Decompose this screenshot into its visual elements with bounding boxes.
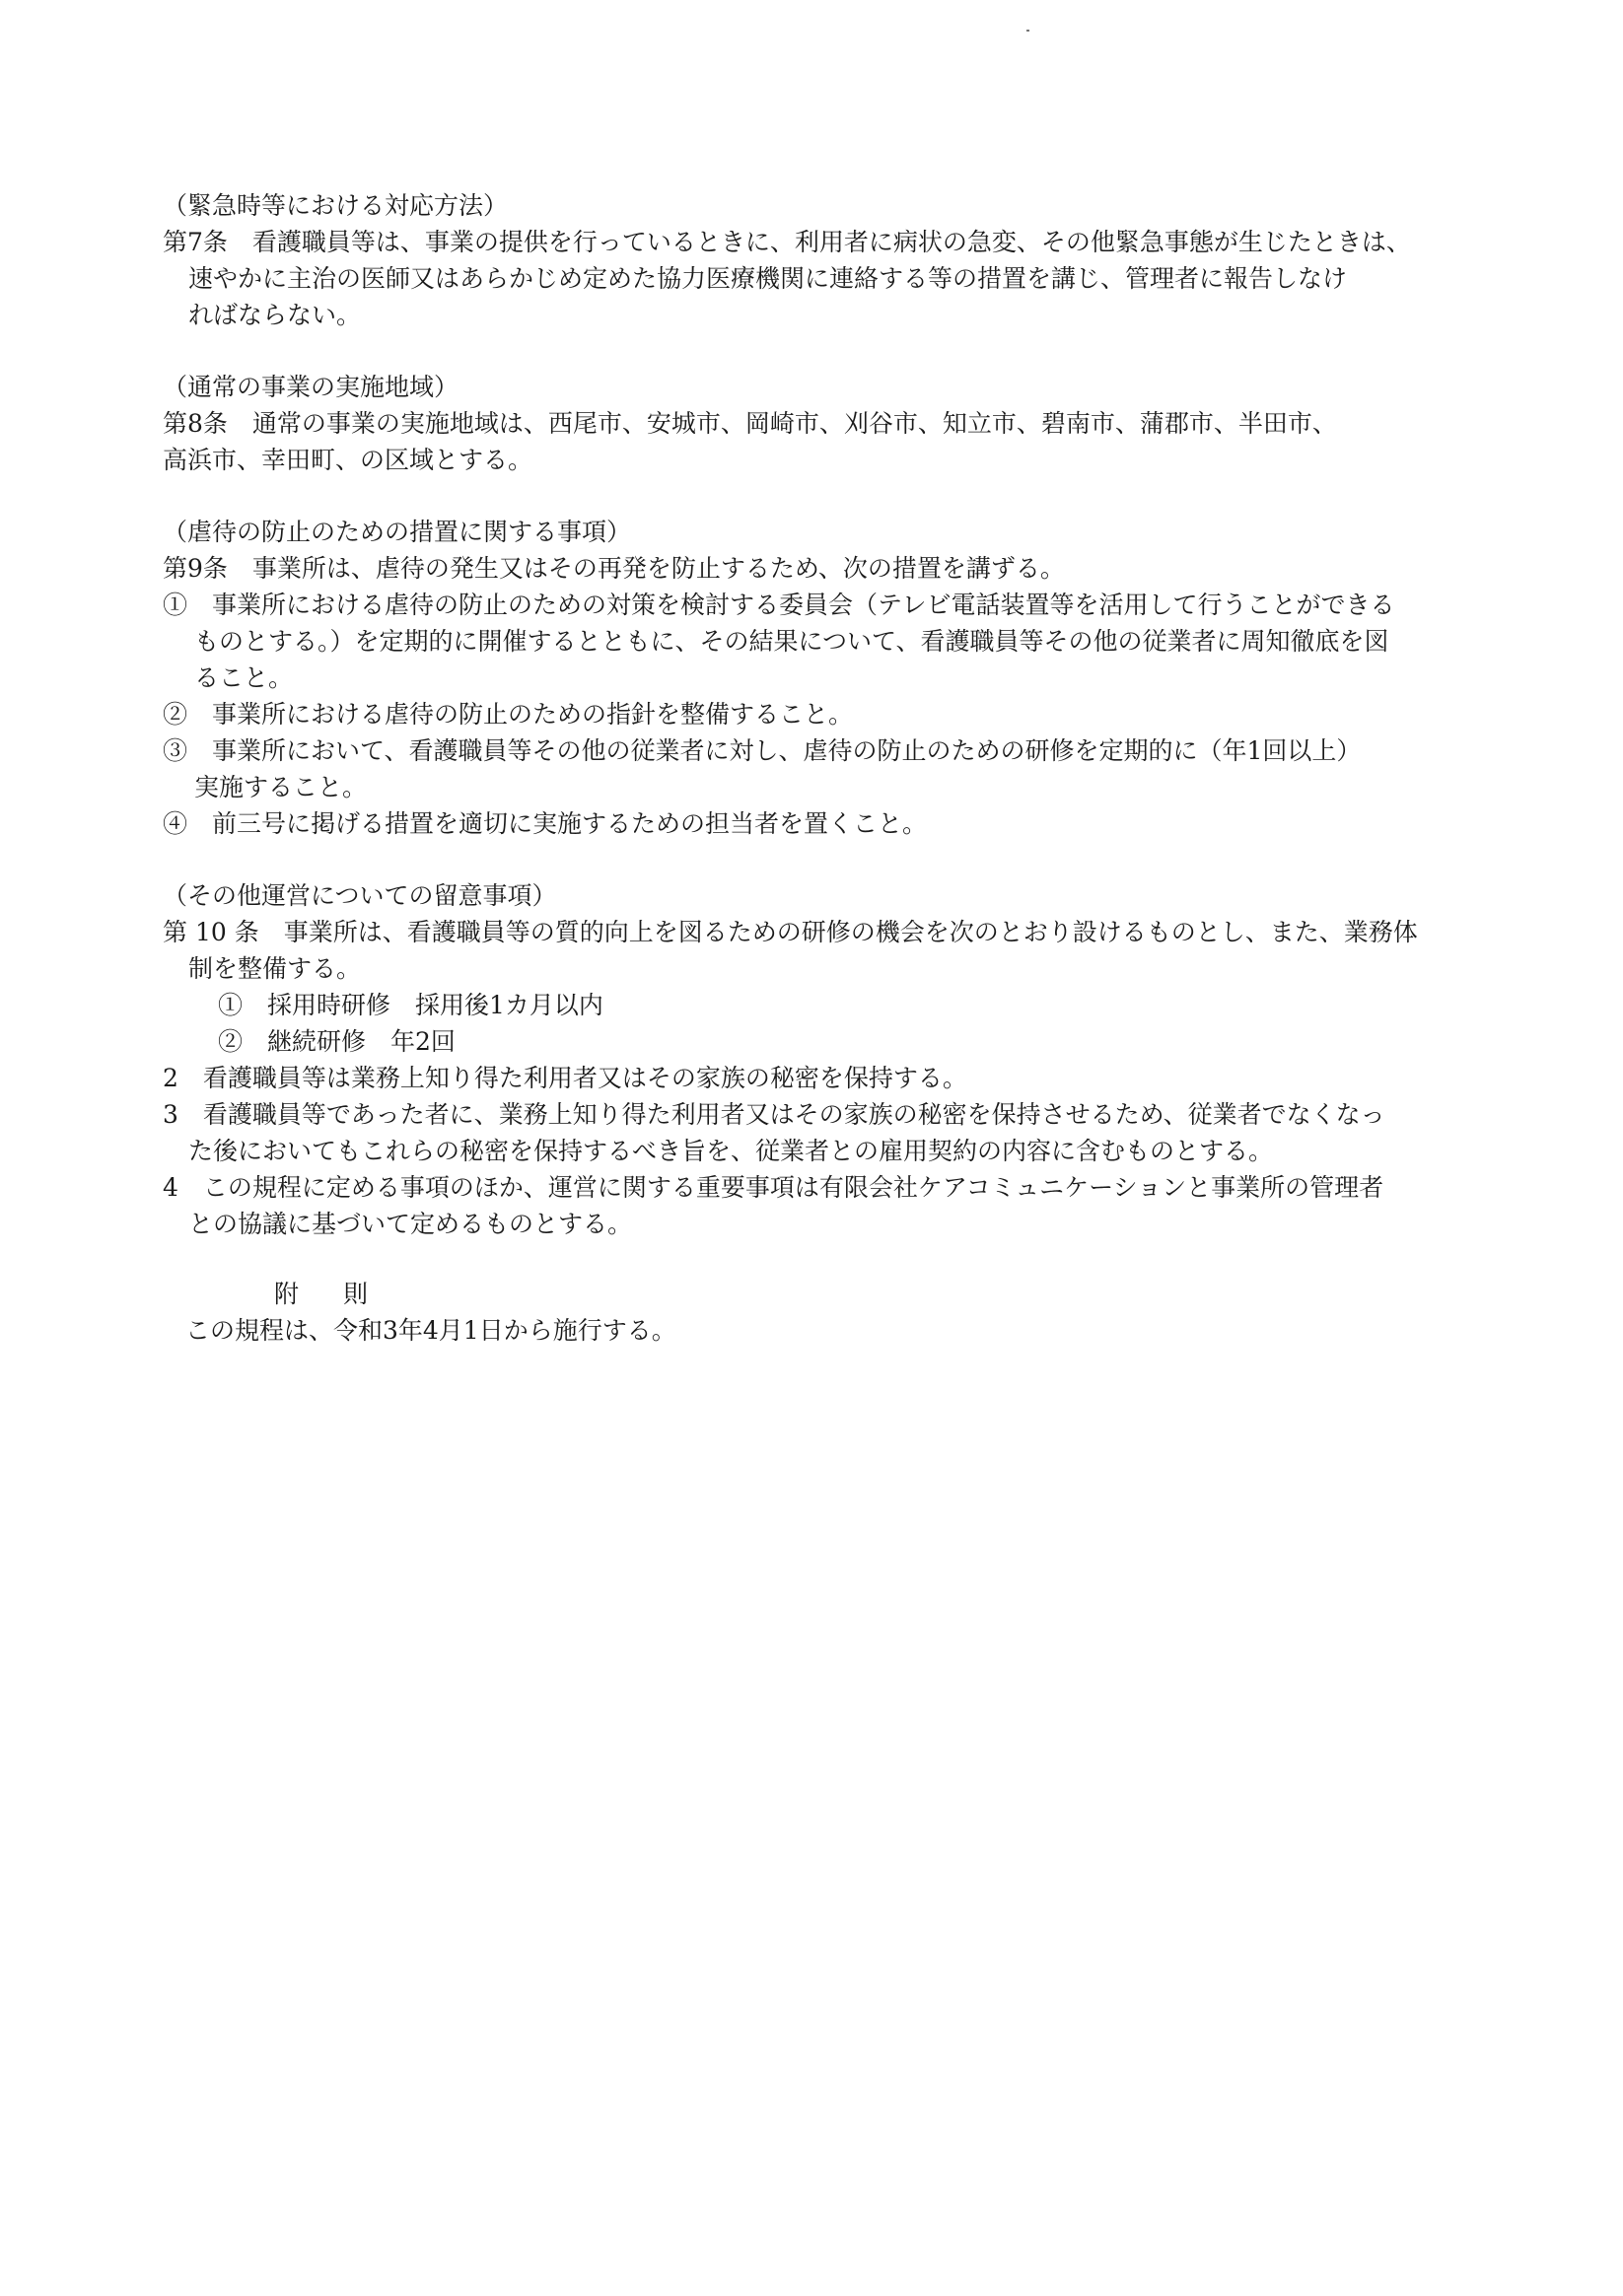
training-item: ② 継続研修 年2回: [218, 1027, 456, 1056]
article-9-item: ① 事業所における虐待の防止のための対策を検討する委員会（テレビ電話装置等を活用して行うことができる: [163, 591, 1395, 619]
article-9-line: 第9条 事業所は、虐待の発生又はその再発を防止するため、次の措置を講ずる。: [163, 554, 1065, 583]
article-10-clause: 4 この規程に定める事項のほか、運営に関する重要事項は有限会社ケアコミュニケーションと事業所の管理者: [163, 1173, 1384, 1202]
document-body: [163, 187, 1504, 1349]
article-10-clause: 2 看護職員等は業務上知り得た利用者又はその家族の秘密を保持する。: [163, 1064, 967, 1092]
article-7-heading: （緊急時等における対応方法）: [163, 191, 509, 220]
article-8-heading: （通常の事業の実施地域）: [163, 373, 459, 401]
article-7-section: [163, 187, 1504, 333]
supplementary-title: 附 則: [274, 1280, 379, 1308]
article-9-item: ④ 前三号に掲げる措置を適切に実施するための担当者を置くこと。: [163, 809, 928, 838]
scan-artifact-dot: [1026, 30, 1029, 32]
article-10-heading: （その他運営についての留意事項）: [163, 881, 557, 910]
article-9-item-cont: ものとする。）を定期的に開催するとともに、その結果について、看護職員等その他の従業者に周知徹底を図: [194, 627, 1389, 656]
article-10-line: 第 10 条 事業所は、看護職員等の質的向上を図るための研修の機会を次のとおり設けるものとし、また、業務体: [163, 918, 1418, 946]
article-10-clause: 3 看護職員等であった者に、業務上知り得た利用者又はその家族の秘密を保持させるため、従業者でなくなっ: [163, 1100, 1385, 1129]
article-9-item-cont: ること。: [194, 663, 294, 692]
article-8-line: 第8条 通常の事業の実施地域は、西尾市、安城市、岡崎市、刈谷市、知立市、碧南市、蒲郡市、半田市、: [163, 409, 1337, 438]
article-8-section: [163, 369, 1504, 478]
supplementary-body: この規程は、令和3年4月1日から施行する。: [185, 1316, 676, 1345]
article-9-item: ③ 事業所において、看護職員等その他の従業者に対し、虐待の防止のための研修を定期的に（年1回以上）: [163, 736, 1362, 765]
article-10-line: 制を整備する。: [188, 954, 362, 983]
article-10-section: [163, 877, 1504, 1242]
article-7-line: 速やかに主治の医師又はあらかじめ定めた協力医療機関に連絡する等の措置を講じ、管理者に報告しなけ: [188, 264, 1348, 293]
training-item: ① 採用時研修 採用後1カ月以内: [218, 991, 603, 1019]
article-7-line: 第7条 看護職員等は、事業の提供を行っているときに、利用者に病状の急変、その他緊急事態が生じたときは、: [163, 228, 1411, 256]
article-10-clause-cont: た後においてもこれらの秘密を保持するべき旨を、従業者との雇用契約の内容に含むものとする。: [188, 1137, 1274, 1165]
article-8-line: 高浜市、幸田町、の区域とする。: [163, 446, 533, 474]
article-9-item-cont: 実施すること。: [194, 773, 368, 801]
article-9-section: [163, 514, 1504, 842]
supplementary-provisions: [163, 1276, 1504, 1349]
article-7-line: ればならない。: [188, 301, 362, 329]
article-9-heading: （虐待の防止のための措置に関する事項）: [163, 518, 632, 546]
article-9-item: ② 事業所における虐待の防止のための指針を整備すること。: [163, 700, 854, 729]
article-10-clause-cont: との協議に基づいて定めるものとする。: [188, 1210, 633, 1238]
